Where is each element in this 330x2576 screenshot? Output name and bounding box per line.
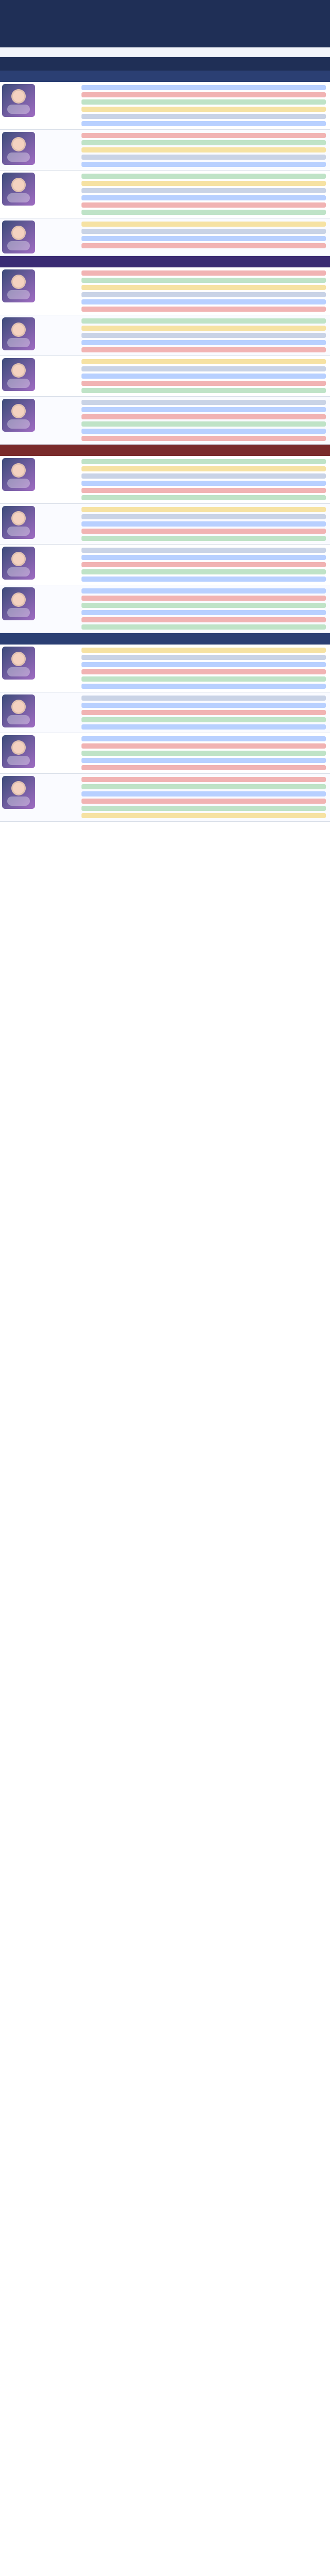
- section-rows: [0, 267, 330, 445]
- detail-line: [81, 784, 326, 789]
- detail-line: [81, 481, 326, 486]
- table-row: [0, 504, 330, 545]
- detail-line: [81, 703, 326, 708]
- detail-line: [81, 222, 326, 227]
- portrait-cell: [0, 315, 37, 355]
- avatar: [2, 173, 35, 206]
- portrait-cell: [0, 645, 37, 692]
- details-cell: [77, 397, 330, 444]
- details-cell: [77, 504, 330, 544]
- detail-line: [81, 147, 326, 152]
- detail-line: [81, 777, 326, 782]
- detail-line: [81, 459, 326, 464]
- portrait-cell: [0, 456, 37, 503]
- section-banner: [0, 256, 330, 267]
- details-cell: [77, 171, 330, 218]
- details-cell: [77, 267, 330, 315]
- detail-line: [81, 299, 326, 304]
- detail-line: [81, 174, 326, 179]
- character-name: [37, 645, 77, 692]
- detail-line: [81, 229, 326, 234]
- table-row: [0, 315, 330, 356]
- detail-line: [81, 270, 326, 276]
- detail-line: [81, 285, 326, 290]
- character-name: [37, 130, 77, 170]
- section-banner: [0, 445, 330, 456]
- portrait-cell: [0, 585, 37, 633]
- avatar: [2, 647, 35, 680]
- detail-line: [81, 662, 326, 667]
- detail-line: [81, 791, 326, 796]
- detail-line: [81, 340, 326, 345]
- character-name: [37, 315, 77, 355]
- detail-line: [81, 758, 326, 763]
- avatar: [2, 587, 35, 620]
- detail-line: [81, 548, 326, 553]
- character-name: [37, 397, 77, 444]
- details-cell: [77, 456, 330, 503]
- avatar: [2, 547, 35, 580]
- detail-line: [81, 99, 326, 105]
- detail-line: [81, 307, 326, 312]
- portrait-cell: [0, 267, 37, 315]
- detail-line: [81, 562, 326, 567]
- avatar: [2, 269, 35, 302]
- detail-line: [81, 624, 326, 630]
- detail-line: [81, 133, 326, 138]
- detail-line: [81, 155, 326, 160]
- detail-line: [81, 617, 326, 622]
- detail-line: [81, 162, 326, 167]
- portrait-cell: [0, 356, 37, 396]
- portrait-cell: [0, 504, 37, 544]
- portrait-cell: [0, 733, 37, 773]
- detail-line: [81, 121, 326, 126]
- detail-line: [81, 202, 326, 208]
- avatar: [2, 735, 35, 768]
- avatar: [2, 358, 35, 391]
- detail-line: [81, 743, 326, 749]
- table-row: [0, 645, 330, 692]
- detail-line: [81, 400, 326, 405]
- avatar: [2, 694, 35, 727]
- table-header: [0, 57, 330, 71]
- content-list: [0, 71, 330, 822]
- detail-line: [81, 806, 326, 811]
- section-rows: [0, 645, 330, 822]
- character-name: [37, 82, 77, 129]
- detail-line: [81, 588, 326, 594]
- page-header: [0, 0, 330, 47]
- table-row: [0, 774, 330, 822]
- portrait-cell: [0, 171, 37, 218]
- detail-line: [81, 366, 326, 371]
- detail-line: [81, 466, 326, 471]
- detail-line: [81, 577, 326, 582]
- avatar: [2, 317, 35, 350]
- detail-line: [81, 724, 326, 730]
- detail-line: [81, 292, 326, 297]
- detail-line: [81, 381, 326, 386]
- detail-line: [81, 603, 326, 608]
- detail-line: [81, 684, 326, 689]
- section-banner: [0, 71, 330, 82]
- detail-line: [81, 717, 326, 722]
- detail-line: [81, 236, 326, 241]
- detail-line: [81, 243, 326, 248]
- detail-line: [81, 333, 326, 338]
- section-banner: [0, 633, 330, 645]
- details-cell: [77, 645, 330, 692]
- portrait-cell: [0, 545, 37, 585]
- avatar: [2, 399, 35, 432]
- character-name: [37, 545, 77, 585]
- detail-line: [81, 596, 326, 601]
- detail-line: [81, 610, 326, 615]
- detail-line: [81, 92, 326, 97]
- details-cell: [77, 585, 330, 633]
- details-cell: [77, 82, 330, 129]
- character-name: [37, 733, 77, 773]
- table-row: [0, 82, 330, 130]
- detail-line: [81, 140, 326, 145]
- detail-line: [81, 421, 326, 427]
- detail-line: [81, 407, 326, 412]
- portrait-cell: [0, 82, 37, 129]
- details-cell: [77, 733, 330, 773]
- detail-line: [81, 521, 326, 527]
- detail-line: [81, 676, 326, 682]
- avatar: [2, 221, 35, 253]
- table-row: [0, 456, 330, 504]
- table-row: [0, 692, 330, 733]
- character-name: [37, 218, 77, 256]
- character-name: [37, 585, 77, 633]
- portrait-cell: [0, 774, 37, 821]
- detail-line: [81, 736, 326, 741]
- detail-line: [81, 188, 326, 193]
- portrait-cell: [0, 218, 37, 256]
- notes-panel: [0, 47, 330, 57]
- detail-line: [81, 347, 326, 352]
- detail-line: [81, 514, 326, 519]
- detail-line: [81, 488, 326, 493]
- details-cell: [77, 315, 330, 355]
- detail-line: [81, 359, 326, 364]
- details-cell: [77, 218, 330, 256]
- detail-line: [81, 374, 326, 379]
- table-row: [0, 733, 330, 774]
- table-row: [0, 397, 330, 445]
- details-cell: [77, 774, 330, 821]
- avatar: [2, 132, 35, 165]
- portrait-cell: [0, 130, 37, 170]
- detail-line: [81, 388, 326, 393]
- detail-line: [81, 414, 326, 419]
- portrait-cell: [0, 397, 37, 444]
- details-cell: [77, 130, 330, 170]
- detail-line: [81, 696, 326, 701]
- character-name: [37, 356, 77, 396]
- detail-line: [81, 473, 326, 479]
- table-row: [0, 130, 330, 171]
- detail-line: [81, 669, 326, 674]
- section-rows: [0, 456, 330, 633]
- detail-line: [81, 655, 326, 660]
- details-cell: [77, 356, 330, 396]
- character-name: [37, 774, 77, 821]
- table-row: [0, 585, 330, 633]
- table-row: [0, 356, 330, 397]
- character-name: [37, 171, 77, 218]
- detail-line: [81, 813, 326, 818]
- character-name: [37, 456, 77, 503]
- detail-line: [81, 648, 326, 653]
- detail-line: [81, 710, 326, 715]
- avatar: [2, 458, 35, 491]
- detail-line: [81, 751, 326, 756]
- detail-line: [81, 529, 326, 534]
- detail-line: [81, 507, 326, 512]
- table-row: [0, 545, 330, 585]
- detail-line: [81, 181, 326, 186]
- detail-line: [81, 210, 326, 215]
- character-name: [37, 267, 77, 315]
- detail-line: [81, 107, 326, 112]
- avatar: [2, 776, 35, 809]
- detail-line: [81, 495, 326, 500]
- character-name: [37, 504, 77, 544]
- detail-line: [81, 195, 326, 200]
- details-cell: [77, 545, 330, 585]
- detail-line: [81, 278, 326, 283]
- character-name: [37, 692, 77, 733]
- avatar: [2, 506, 35, 539]
- detail-line: [81, 429, 326, 434]
- detail-line: [81, 536, 326, 541]
- detail-line: [81, 569, 326, 574]
- table-row: [0, 171, 330, 218]
- details-cell: [77, 692, 330, 733]
- detail-line: [81, 326, 326, 331]
- section-rows: [0, 82, 330, 256]
- portrait-cell: [0, 692, 37, 733]
- avatar: [2, 84, 35, 117]
- detail-line: [81, 765, 326, 770]
- table-row: [0, 267, 330, 315]
- table-row: [0, 218, 330, 256]
- detail-line: [81, 436, 326, 441]
- detail-line: [81, 85, 326, 90]
- detail-line: [81, 114, 326, 119]
- detail-line: [81, 799, 326, 804]
- detail-line: [81, 555, 326, 560]
- detail-line: [81, 318, 326, 324]
